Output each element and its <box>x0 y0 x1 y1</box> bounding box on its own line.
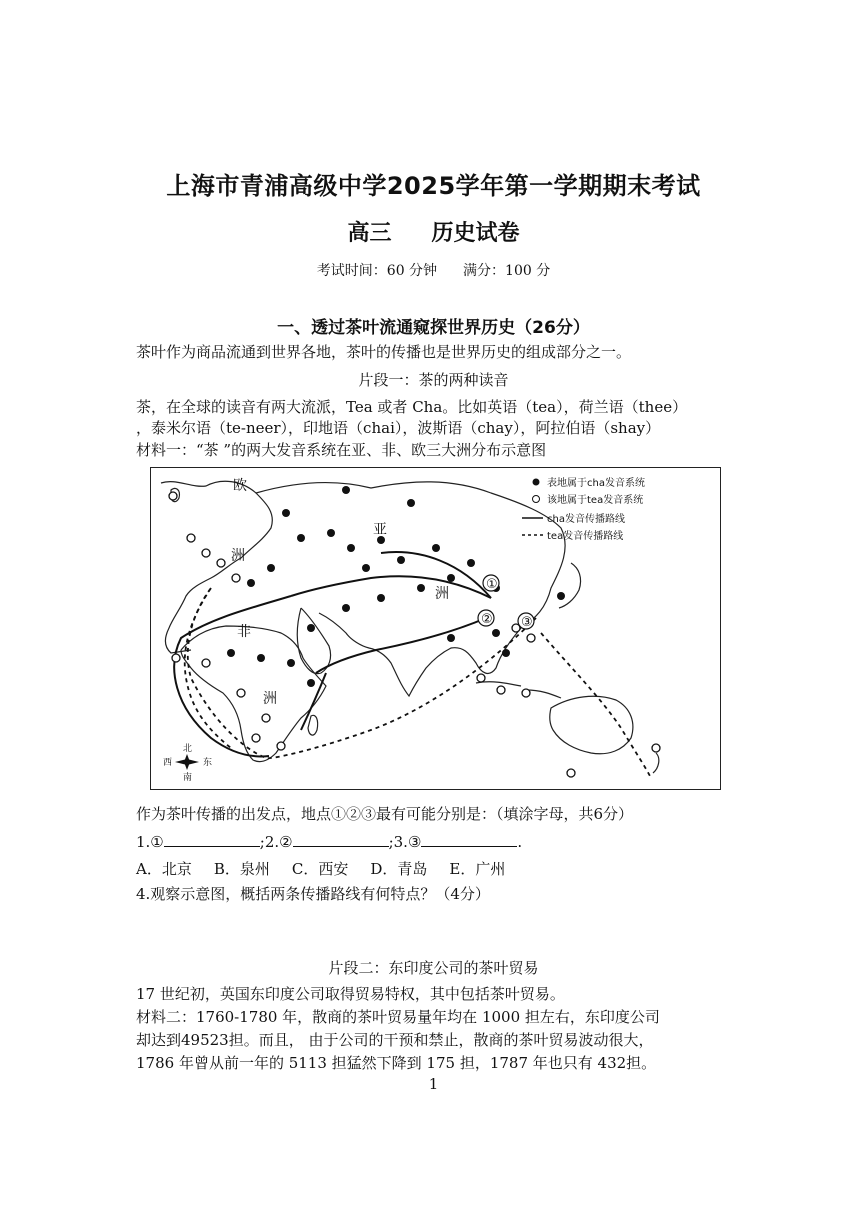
cha-point <box>247 579 255 587</box>
label-asia2: 洲 <box>435 586 449 602</box>
legend-tea-point: 该地属于tea发音系统 <box>547 495 644 506</box>
indonesia-outline <box>476 682 561 698</box>
newzealand-outline <box>653 753 659 773</box>
cha-route-land <box>291 576 491 598</box>
cha-point <box>307 624 315 632</box>
tea-point <box>527 634 535 642</box>
label-europe: 欧 <box>233 478 247 494</box>
japan-outline <box>559 563 581 608</box>
cha-point <box>397 556 405 564</box>
tea-map <box>150 467 721 790</box>
cha-point <box>432 544 440 552</box>
cha-route-south <box>316 618 486 673</box>
fragment2-title: 片段二：东印度公司的茶叶贸易 <box>328 959 539 977</box>
label-europe2: 洲 <box>231 548 245 564</box>
fragment1-line1: 茶，在全球的读音有两大流派，Tea 或者 Cha。比如英语（tea），荷兰语（thee） <box>136 398 688 416</box>
question-prompt: 作为茶叶传播的出发点，地点①②③最有可能分别是：（填涂字母，共6分） <box>136 805 634 823</box>
tea-point <box>567 769 575 777</box>
tea-point <box>187 534 195 542</box>
fragment1-title: 片段一：茶的两种读音 <box>358 371 509 389</box>
option-e: E．广州 <box>449 860 506 878</box>
cha-point <box>417 584 425 592</box>
cha-point <box>502 649 510 657</box>
option-a: A．北京 <box>136 860 192 878</box>
grade-label: 高三 <box>347 221 392 246</box>
cha-point <box>407 499 415 507</box>
cha-point <box>342 604 350 612</box>
tea-point <box>497 686 505 694</box>
fragment2-line1: 17 世纪初，英国东印度公司取得贸易特权，其中包括茶叶贸易。 <box>136 985 565 1003</box>
legend-cha-point: 表地属于cha发音系统 <box>547 478 645 489</box>
q2-label: ;2.② <box>259 833 293 851</box>
svg-text:东: 东 <box>203 758 213 768</box>
cha-point <box>377 594 385 602</box>
svg-text:西: 西 <box>163 758 173 768</box>
arabia-outline <box>297 608 330 674</box>
cha-point <box>467 559 475 567</box>
label-africa2: 洲 <box>263 691 277 707</box>
q1-label: 1.① <box>136 833 164 851</box>
map-legend <box>522 476 645 542</box>
tea-point <box>202 659 210 667</box>
cha-point <box>492 629 500 637</box>
cha-point <box>347 544 355 552</box>
page-number: 1 <box>428 1075 439 1093</box>
tea-point <box>217 559 225 567</box>
cha-point <box>282 509 290 517</box>
legend-cha-route: cha发音传播路线 <box>547 514 625 525</box>
tea-point <box>237 689 245 697</box>
cha-point <box>447 634 455 642</box>
material2-line2: 却达到49523担。而且， 由于公司的干预和禁止，散商的茶叶贸易波动很大， <box>136 1031 654 1049</box>
option-b: B．泉州 <box>213 860 270 878</box>
fragment1-line2: ，泰米尔语（te-neer），印地语（chai），波斯语（chay），阿拉伯语（shay） <box>136 419 661 437</box>
cha-point <box>557 592 565 600</box>
subject-label: 历史试卷 <box>431 221 520 246</box>
tea-map-svg <box>151 468 721 790</box>
tea-point <box>477 674 485 682</box>
cha-point <box>307 679 315 687</box>
label-africa1: 非 <box>237 624 251 640</box>
compass-icon <box>163 742 212 783</box>
exam-time: 考试时间：60 分钟 <box>316 263 438 279</box>
cha-point <box>227 649 235 657</box>
cha-route-africa <box>174 596 291 756</box>
exam-score: 满分：100 分 <box>463 263 551 279</box>
tea-point <box>277 742 285 750</box>
tea-point <box>522 689 530 697</box>
cha-point <box>257 654 265 662</box>
exam-subtitle <box>0 216 867 247</box>
tea-point <box>172 654 180 662</box>
tea-point <box>202 549 210 557</box>
svg-text:南: 南 <box>183 773 193 783</box>
cha-point <box>267 564 275 572</box>
section-intro: 茶叶作为商品流通到世界各地，茶叶的传播也是世界历史的组成部分之一。 <box>136 343 632 361</box>
tea-point <box>232 574 240 582</box>
cha-point <box>327 529 335 537</box>
marker-1: ① <box>486 577 498 592</box>
australia-outline <box>550 696 633 753</box>
option-d: D．青岛 <box>370 860 428 878</box>
answer-blank-1[interactable] <box>164 832 260 847</box>
options-row <box>136 858 527 879</box>
question-4: 4.观察示意图，概括两条传播路线有何特点？（4分） <box>136 885 490 903</box>
exam-title: 上海市青浦高级中学2025学年第一学期期末考试 <box>166 172 701 200</box>
tea-point <box>652 744 660 752</box>
label-asia1: 亚 <box>373 522 387 538</box>
answer-blank-3[interactable] <box>421 832 517 847</box>
tea-point <box>262 714 270 722</box>
q-end: . <box>517 833 523 851</box>
asia-outline <box>256 482 565 696</box>
exam-meta <box>0 260 867 280</box>
tea-point <box>169 492 177 500</box>
cha-point <box>287 659 295 667</box>
material2-line3: 1786 年曾从前一年的 5113 担猛然下降到 175 担，1787 年也只有 432担。 <box>136 1054 657 1072</box>
madagascar-outline <box>308 715 318 735</box>
answer-blank-2[interactable] <box>293 832 389 847</box>
section-title: 一、透过茶叶流通窥探世界历史（26分） <box>277 318 590 338</box>
option-c: C．西安 <box>291 860 349 878</box>
cha-point <box>447 574 455 582</box>
legend-tea-route: tea发音传播路线 <box>547 531 624 542</box>
cha-point <box>297 534 305 542</box>
marker-3: ③ <box>521 615 533 630</box>
cha-point <box>362 564 370 572</box>
answer-line <box>136 832 522 851</box>
q3-label: ;3.③ <box>388 833 422 851</box>
svg-text:北: 北 <box>183 744 193 754</box>
material2-line1: 材料二：1760-1780 年，散商的茶叶贸易量年均在 1000 担左右，东印度公司 <box>136 1008 660 1026</box>
marker-2: ② <box>481 612 493 627</box>
tea-route-pacific <box>541 633 651 778</box>
material1-caption: 材料一：“茶 ”的两大发音系统在亚、非、欧三大洲分布示意图 <box>136 441 547 459</box>
cha-point <box>342 486 350 494</box>
tea-point <box>252 734 260 742</box>
